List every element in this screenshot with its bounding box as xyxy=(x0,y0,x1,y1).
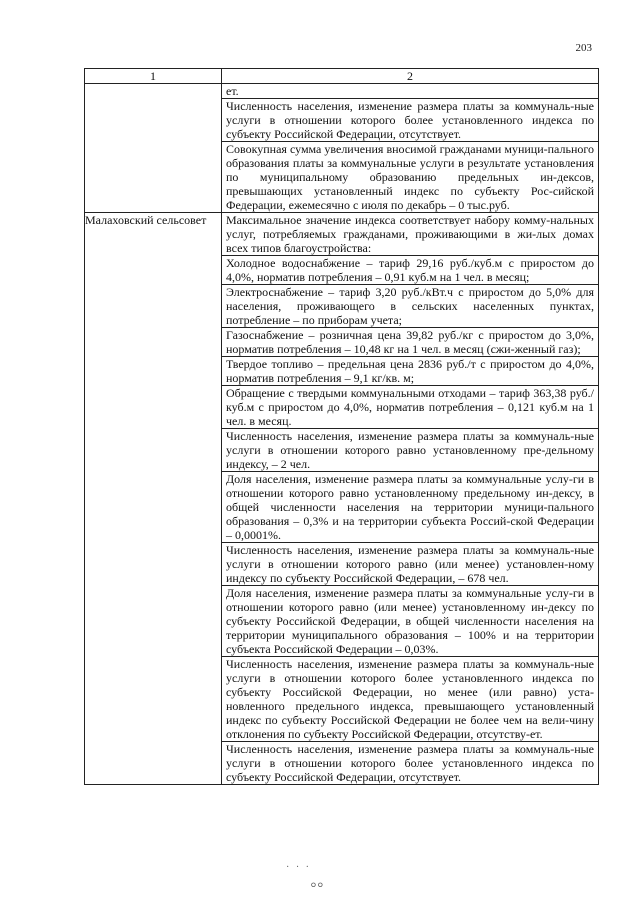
paragraph: Газоснабжение – розничная цена 39,82 руб./кг с приростом до 3,0%, норматив потребления – 10,48 кг на 1 чел. в месяц (сжи-женный газ); xyxy=(222,327,598,356)
paragraph: Численность населения, изменение размера платы за коммуналь-ные услуги в отношении которого равно установленному пре-дельному индексу, – 2 чел. xyxy=(222,428,598,471)
paragraph: Доля населения, изменение размера платы за коммунальные услу-ги в отношении которого равно (или менее) установленному ин-дексу по субъекту Российской Федерации, в общей численности населения на территории муниципального образования – 100% и на территории субъекта Российской Федерации – 0,03%. xyxy=(222,585,598,656)
municipality-cell: Малаховский сельсовет xyxy=(85,213,222,785)
paragraph: ет. xyxy=(226,84,239,98)
paragraph: Численность населения, изменение размера платы за коммуналь-ные услуги в отношении которого равно (или менее) установлен-ному индексу по субъекту Российской Федерации, – 678 чел. xyxy=(222,542,598,585)
table-row xyxy=(85,213,599,785)
paragraph: Численность населения, изменение размера платы за коммуналь-ные услуги в отношении которого более установленного индекса по субъекту Российской Федерации, отсутствует. xyxy=(222,98,598,141)
table-row xyxy=(85,84,599,213)
table-header-row xyxy=(85,69,599,84)
paragraph: Холодное водоснабжение – тариф 29,16 руб./куб.м с приростом до 4,0%, норматив потребления – 0,91 куб.м на 1 чел. в месяц; xyxy=(222,255,598,284)
municipality-cell xyxy=(85,84,222,213)
scan-artifact-mark: ⸰⸰ xyxy=(310,878,324,892)
scan-artifact-dots: · · · xyxy=(286,862,311,873)
paragraph: Доля населения, изменение размера платы за коммунальные услу-ги в отношении которого равно установленному предельному ин-дексу, в общей численности населения на территории муници-пального образования – 0,3% и на территории субъекта Россий-ской Федерации – 0,0001%. xyxy=(222,471,598,542)
paragraph: Электроснабжение – тариф 3,20 руб./кВт.ч с приростом до 5,0% для населения, проживающего в сельских населенных пунктах, потребление – по приборам учета; xyxy=(222,284,598,327)
description-cell xyxy=(222,84,599,213)
document-table xyxy=(84,68,599,785)
paragraph: Численность населения, изменение размера платы за коммуналь-ные услуги в отношении которого более установленного индекса по субъекту Российской Федерации, отсутствует. xyxy=(222,741,598,784)
page-number: 203 xyxy=(575,42,592,54)
paragraph: Совокупная сумма увеличения вносимой гражданами муници-пального образования платы за коммунальные услуги в результате установления по муниципальному образованию предельных ин-дексов, превышающих установленный индекс по субъекту Рос-сийской Федерации, ежемесячно с июля по декабрь – 0 тыс.руб. xyxy=(222,141,598,212)
paragraph: Твердое топливо – предельная цена 2836 руб./т с приростом до 4,0%, норматив потребления – 9,1 кг/кв. м; xyxy=(222,356,598,385)
paragraph: Максимальное значение индекса соответствует набору комму-нальных услуг, потребляемых гражданами, проживающими в жи-лых домах всех типов благоустройства: xyxy=(226,213,594,255)
column-header-1: 1 xyxy=(85,69,222,84)
paragraph: Численность населения, изменение размера платы за коммуналь-ные услуги в отношении которого более установленного индекса по субъекту Российской Федерации, но менее (или равно) уста-новленного предельного индекса, превышающего установленный индекс по субъекту Российской Федерации не более чем на вели-чину отклонения по субъекту Российской Федерации, отсутству-ет. xyxy=(222,656,598,741)
paragraph: Обращение с твердыми коммунальными отходами – тариф 363,38 руб./куб.м с приростом до 4,0%, норматив потребления – 0,121 куб.м на 1 чел. в месяц. xyxy=(222,385,598,428)
description-cell xyxy=(222,213,599,785)
column-header-2: 2 xyxy=(222,69,599,84)
